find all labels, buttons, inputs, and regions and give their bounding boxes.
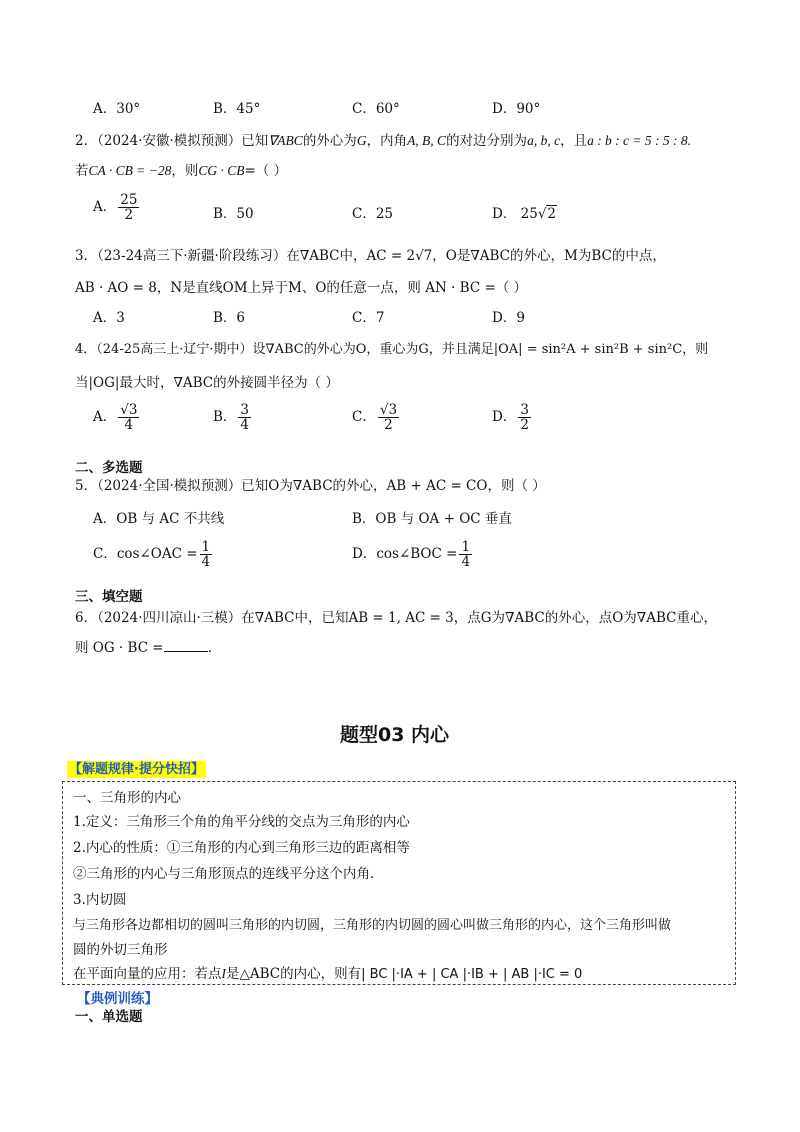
q4-option-c: C． $\frac{√3}{2}$ [352,402,398,434]
section-fill-blank-title: 三、填空题 [75,589,143,605]
q2-stem-line2: 若CA · CB = −28，则CG · CB=（ ） [75,163,288,179]
q2-option-a: A． $\frac{25}{2}$ [93,192,138,224]
q3-stem-line2: AB · AO = 8，N是直线OM上异于M、O的任意一点，则 AN · BC =（ ） [75,280,528,296]
q1-option-c: C．60° [352,101,400,117]
q2-stem-line1: 2．（2024·安徽·模拟预测）已知∇ABC的外心为G，内角A, B, C的对边分别为a, b, c，且a : b : c = 5 : 5 : 8. [75,133,692,149]
q5-stem: 5．（2024·全国·模拟预测）已知O为∇ABC的外心，AB + AC = CO，则（ ） [75,478,546,494]
examples-tag: 【典例训练】 [77,991,158,1007]
q2-option-b: B．50 [213,206,254,222]
q6-stem-line1: 6．（2024·四川凉山·三模）在∇ABC中，已知AB = 1, AC = 3，点G为∇ABC的外心，点O为∇ABC重心， [75,610,717,626]
q6-answer-blank[interactable] [164,639,208,652]
notes-line-8: 在平面向量的应用：若点I是△ABC的内心，则有| BC |·IA + | CA |·IB + | AB |·IC = 0 [73,966,583,982]
q2-option-d: D． 25√2 [492,206,557,222]
notes-line-3: 2.内心的性质：①三角形的内心到三角形三边的距离相等 [73,840,410,856]
q5-option-c: C．cos∠OAC = $\frac{1}{4}$ [93,539,211,571]
q4-option-a: A． $\frac{√3}{4}$ [93,402,138,434]
q3-option-d: D．9 [492,310,525,326]
q1-option-b: B．45° [213,101,261,117]
q6-stem-line2: 则 OG · BC = . [75,640,212,656]
q4-stem-line1: 4．（24-25高三上·辽宁·期中）设∇ABC的外心为O，重心为G，并且满足|OA| = sin²A + sin²B + sin²C，则 [75,342,709,357]
tips-tag: 【解题规律·提分快招】 [69,762,204,777]
notes-line-2: 1.定义：三角形三个角的角平分线的交点为三角形的内心 [73,814,410,830]
notes-line-1: 一、三角形的内心 [73,790,181,806]
q1-option-d: D．90° [492,101,541,117]
q5-option-b: B．OB 与 OA + OC 垂直 [352,511,512,527]
q3-option-c: C．7 [352,310,385,326]
q5-option-d: D．cos∠BOC = $\frac{1}{4}$ [352,539,471,571]
notes-line-5: 3.内切圆 [73,892,127,908]
q4-stem-line2: 当|OG|最大时，∇ABC的外接圆半径为（ ） [75,375,339,391]
notes-line-6: 与三角形各边都相切的圆叫三角形的内切圆，三角形的内切圆的圆心叫做三角形的内心，这个三角形叫做 [73,918,672,933]
q4-option-d: D． $\frac{3}{2}$ [492,402,529,434]
q4-option-b: B． $\frac{3}{4}$ [213,402,250,434]
q2-option-c: C．25 [352,206,394,222]
notes-line-7: 圆的外切三角形 [73,942,168,958]
notes-line-4: ②三角形的内心与三角形顶点的连线平分这个内角. [73,866,375,882]
page-section-title: 题型03 内心 [340,724,450,746]
q1-option-a: A．30° [93,101,141,117]
q5-option-a: A．OB 与 AC 不共线 [93,511,225,527]
q3-option-a: A．3 [93,310,125,326]
section-multi-choice-title: 二、多选题 [75,460,143,476]
section-single-choice-title: 一、单选题 [75,1009,143,1025]
q3-option-b: B．6 [213,310,246,326]
q3-stem-line1: 3．（23-24高三下·新疆·阶段练习）在∇ABC中，AC = 2√7，O是∇ABC的外心，M为BC的中点， [75,248,666,264]
